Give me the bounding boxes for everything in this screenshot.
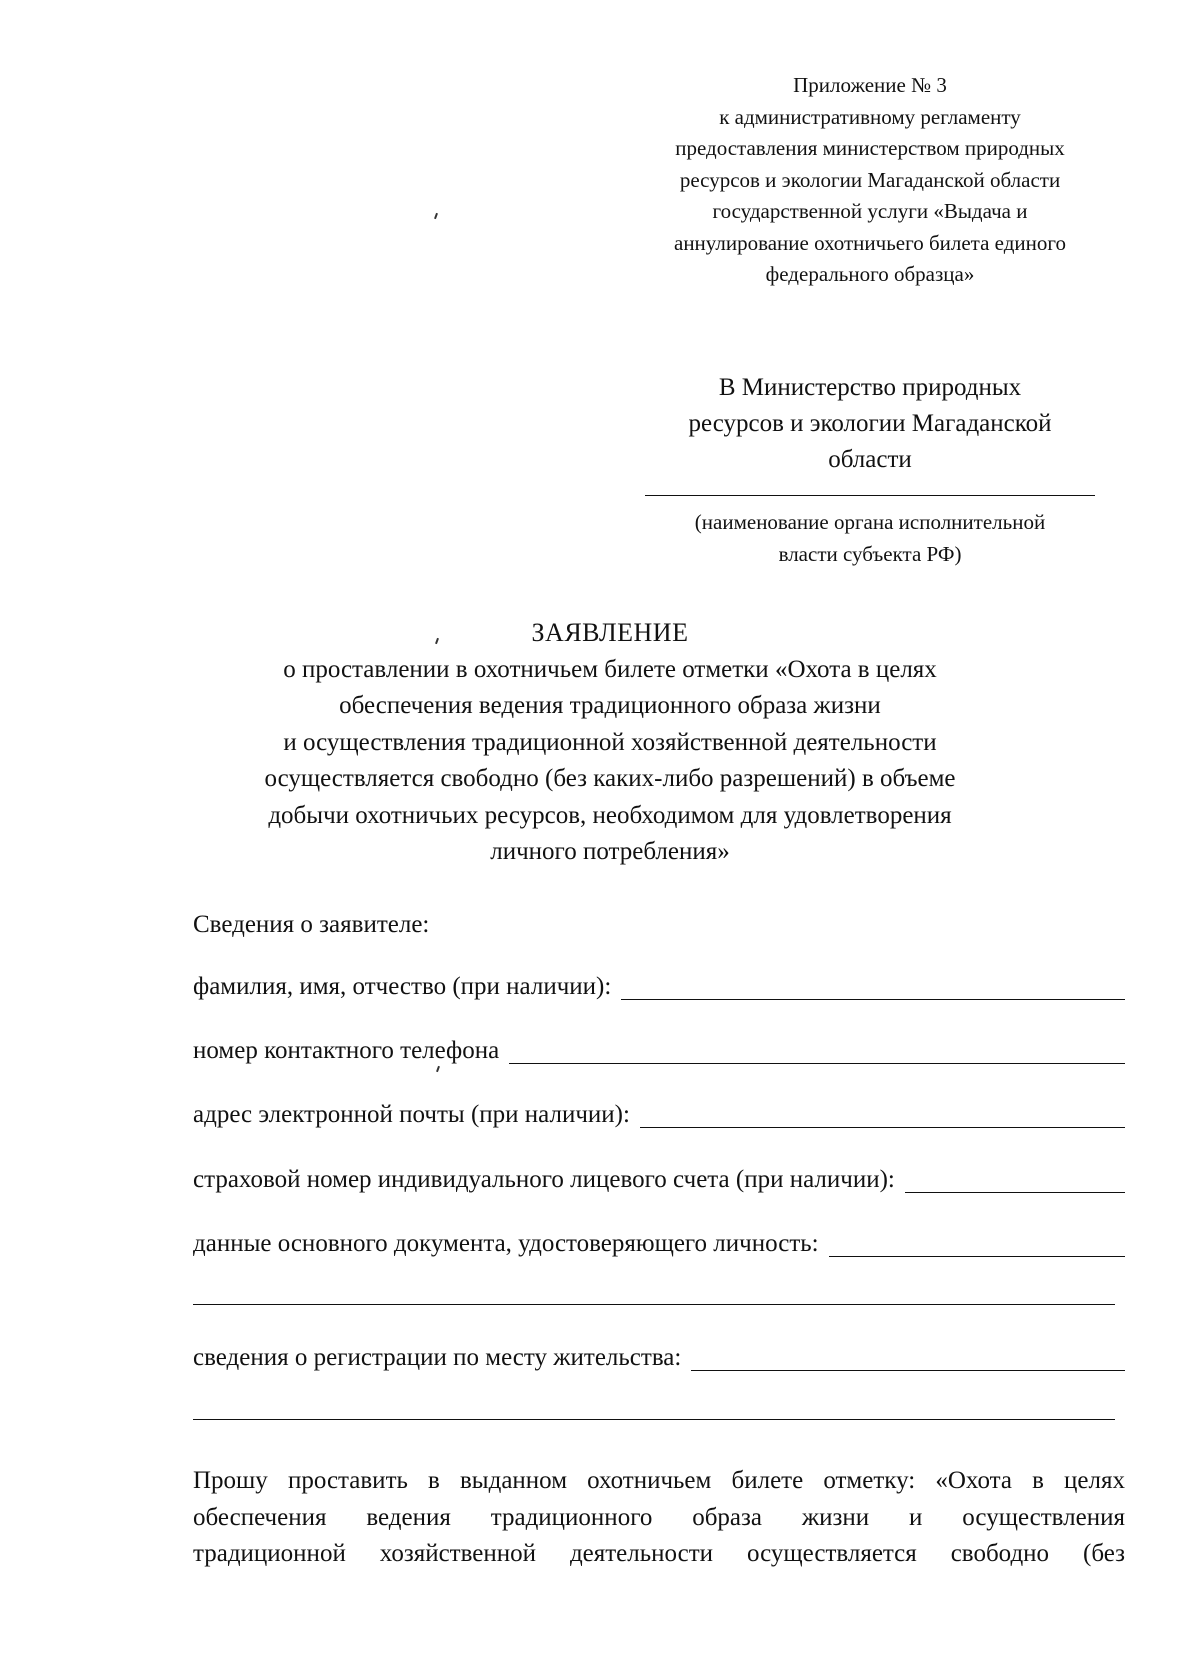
registration-continuation-line[interactable]: [193, 1419, 1115, 1420]
scan-speck: [434, 213, 438, 219]
snils-field[interactable]: [193, 1163, 1125, 1197]
phone-label: номер контактного телефона: [193, 1037, 500, 1064]
registration-blank[interactable]: [691, 1344, 1125, 1371]
statement-subtitle-line: обеспечения ведения традиционного образа жизни: [339, 692, 881, 719]
snils-label: страховой номер индивидуального лицевого счета (при наличии):: [193, 1166, 895, 1193]
statement-subtitle-line: добычи охотничьих ресурсов, необходимом для удовлетворения: [268, 801, 952, 829]
appendix-line: предоставления министерством природных: [675, 136, 1065, 160]
statement-subtitle-line: личного потребления»: [490, 838, 730, 865]
appendix-line: аннулирование охотничьего билета единого: [674, 230, 1066, 255]
request-line: традиционной хозяйственной деятельности осуществляется свободно (без: [193, 1540, 1125, 1567]
addressee-underline: [645, 495, 1095, 496]
full-name-blank[interactable]: [621, 973, 1125, 1000]
request-paragraph: [193, 1463, 1125, 1573]
id-document-field[interactable]: [193, 1227, 1125, 1261]
addressee-line: области: [828, 446, 912, 473]
caption-line: власти субъекта РФ): [778, 541, 962, 566]
email-blank[interactable]: [640, 1101, 1125, 1128]
snils-blank[interactable]: [905, 1166, 1125, 1193]
addressee-block: [630, 370, 1110, 478]
appendix-header: [630, 70, 1110, 291]
addressee-caption: [630, 507, 1110, 570]
full-name-label: фамилия, имя, отчество (при наличии):: [193, 973, 612, 1000]
email-field[interactable]: [193, 1098, 1125, 1132]
phone-field[interactable]: [193, 1034, 1125, 1068]
scan-speck: [436, 1066, 440, 1072]
appendix-line: Приложение № 3: [793, 73, 947, 97]
statement-subtitle-line: о проставлении в охотничьем билете отметки «Охота в целях: [283, 655, 937, 683]
appendix-line: государственной услуги «Выдача и: [712, 199, 1028, 223]
statement-subtitle-line: и осуществления традиционной хозяйственной деятельности: [283, 728, 937, 756]
caption-line: (наименование органа исполнительной: [694, 510, 1046, 534]
id-document-continuation-line[interactable]: [193, 1304, 1115, 1305]
appendix-line: ресурсов и экологии Магаданской области: [679, 167, 1061, 192]
addressee-line: ресурсов и экологии Магаданской: [688, 410, 1052, 437]
registration-field[interactable]: [193, 1341, 1125, 1375]
registration-label: сведения о регистрации по месту жительства:: [193, 1344, 682, 1371]
statement-subtitle-line: осуществляется свободно (без каких-либо разрешений) в объеме: [264, 765, 956, 792]
document-title: ЗАЯВЛЕНИЕ: [531, 618, 689, 647]
phone-blank[interactable]: [509, 1037, 1125, 1064]
appendix-line: федерального образца»: [765, 262, 975, 286]
full-name-field[interactable]: [193, 970, 1125, 1004]
appendix-line: к административному регламенту: [719, 104, 1021, 129]
id-document-blank[interactable]: [829, 1230, 1125, 1257]
request-line: обеспечения ведения традиционного образа жизни и осуществления: [193, 1503, 1125, 1531]
request-line: Прошу проставить в выданном охотничьем билете отметку: «Охота в целях: [193, 1467, 1125, 1494]
addressee-line: В Министерство природных: [718, 374, 1022, 401]
applicant-section-label: Сведения о заявителе:: [193, 911, 430, 938]
id-document-label: данные основного документа, удостоверяющего личность:: [193, 1230, 819, 1257]
statement-heading: [230, 615, 990, 871]
email-label: адрес электронной почты (при наличии):: [193, 1101, 630, 1128]
